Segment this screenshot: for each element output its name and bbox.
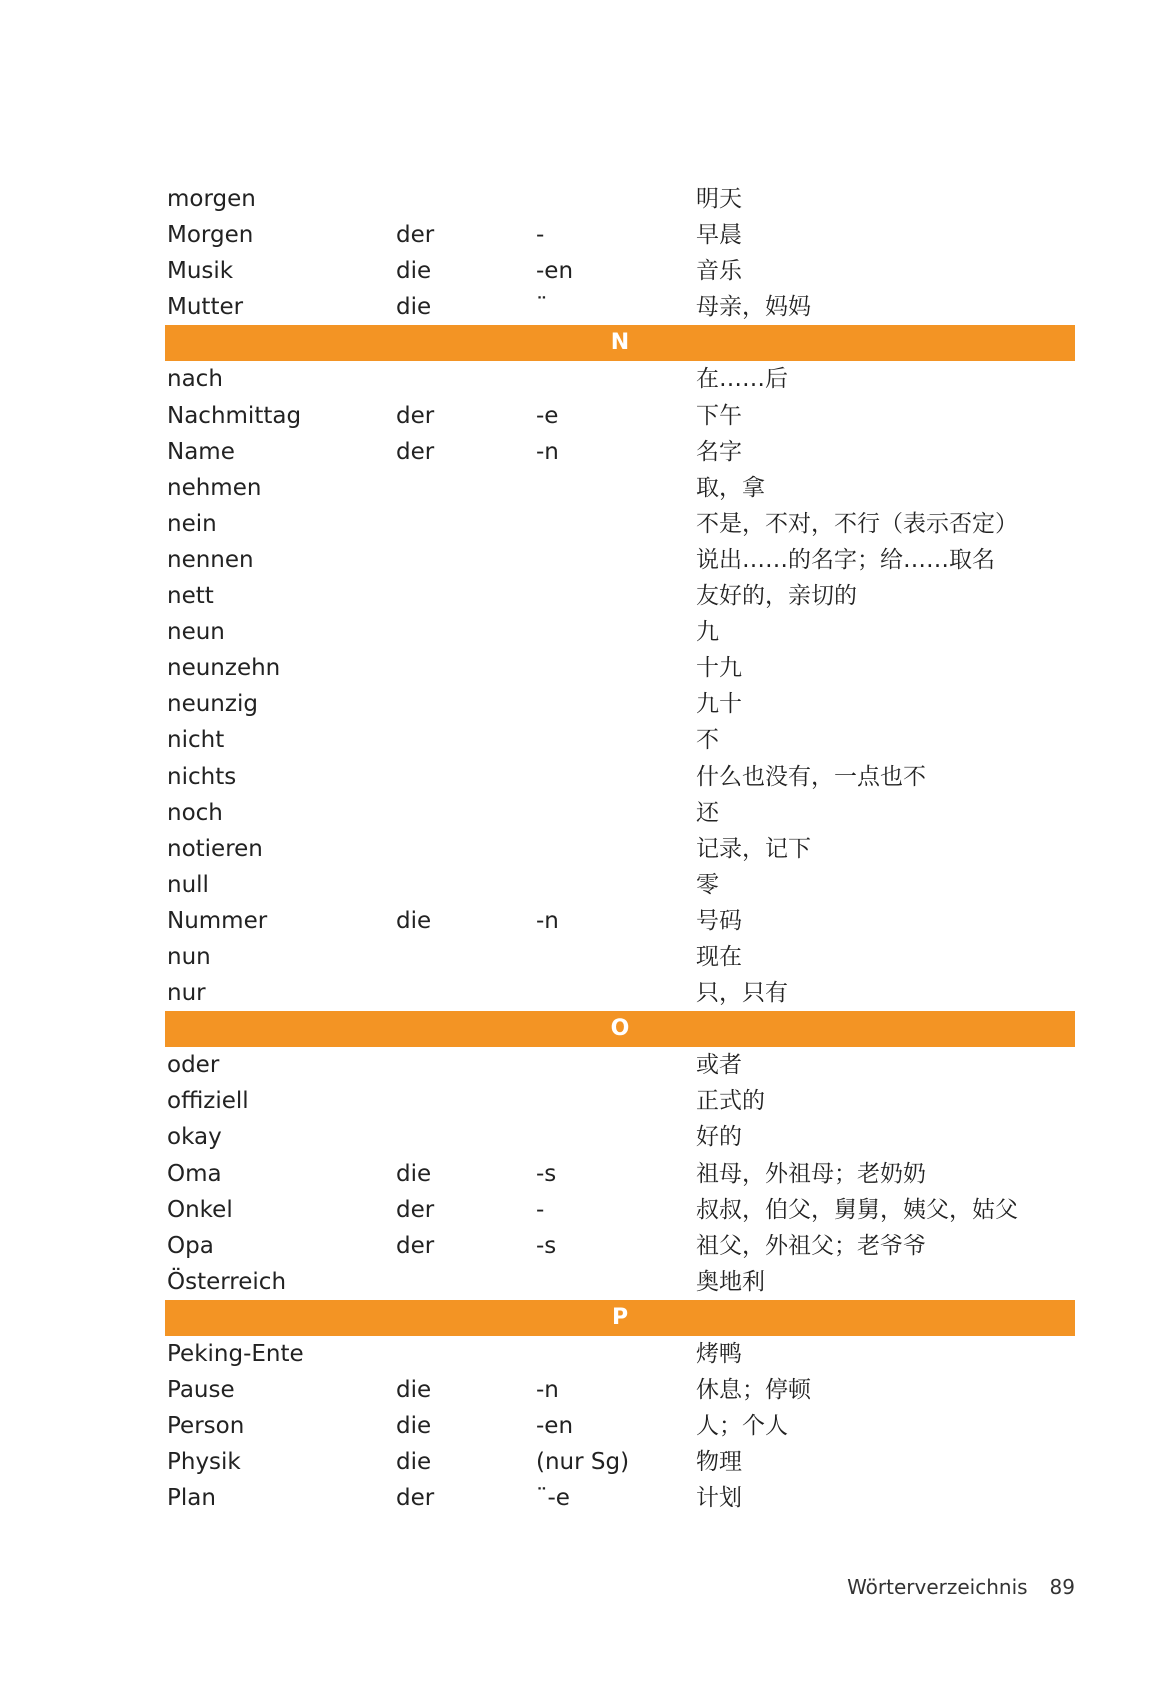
entry-translation: 什么也没有，一点也不: [696, 763, 926, 790]
glossary-row: [165, 614, 1075, 650]
entry-word: Peking-Ente: [167, 1341, 304, 1367]
entry-plural: -n: [536, 1377, 559, 1404]
entry-word: Nachmittag: [167, 402, 302, 429]
glossary-row: [165, 975, 1075, 1011]
entry-word: null: [167, 871, 209, 898]
glossary-row: [165, 434, 1075, 470]
entry-translation: 休息；停顿: [696, 1377, 811, 1404]
entry-plural: ¨: [536, 294, 548, 321]
entry-translation: 祖父，外祖父；老爷爷: [696, 1232, 926, 1259]
entry-translation: 物理: [696, 1449, 742, 1476]
entry-translation: 十九: [696, 655, 742, 682]
entry-translation: 友好的，亲切的: [696, 583, 857, 610]
entry-plural: -s: [536, 1160, 557, 1187]
section-header-n: N: [165, 325, 1075, 361]
entry-word: Name: [167, 438, 235, 465]
glossary-row: [165, 181, 1075, 217]
entry-plural: -: [536, 1196, 545, 1223]
entry-translation: 零: [696, 871, 719, 898]
section-header-o: O: [165, 1011, 1075, 1047]
glossary-row: [165, 542, 1075, 578]
entry-plural: -n: [536, 907, 559, 934]
entry-plural: -en: [536, 258, 574, 285]
entry-translation: 叔叔，伯父，舅舅，姨父，姑父: [696, 1196, 1018, 1223]
entry-article: die: [396, 294, 432, 321]
entry-word: nett: [167, 583, 214, 610]
entry-word: nicht: [167, 727, 225, 754]
footer-title: Wörterverzeichnis: [847, 1575, 1028, 1599]
glossary-row: [165, 867, 1075, 903]
entry-word: Plan: [167, 1485, 216, 1512]
glossary-row: [165, 253, 1075, 289]
glossary-row: [165, 506, 1075, 542]
entry-plural: (nur Sg): [536, 1449, 630, 1476]
entry-word: nichts: [167, 763, 237, 790]
entry-translation: 说出……的名字；给……取名: [696, 546, 995, 573]
entry-translation: 现在: [696, 943, 742, 970]
entry-word: noch: [167, 799, 223, 826]
entry-translation: 明天: [696, 186, 742, 212]
glossary-row: [165, 1336, 1075, 1372]
entry-translation: 好的: [696, 1124, 742, 1151]
entry-word: Morgen: [167, 222, 254, 249]
entry-article: der: [396, 222, 435, 249]
glossary-row: [165, 759, 1075, 795]
glossary-row: [165, 578, 1075, 614]
entry-word: Pause: [167, 1377, 235, 1404]
glossary-row: [165, 1408, 1075, 1444]
glossary-row: [165, 722, 1075, 758]
entry-translation: 母亲，妈妈: [696, 294, 811, 321]
glossary-row: [165, 1083, 1075, 1119]
entry-article: die: [396, 1377, 432, 1404]
entry-word: Opa: [167, 1232, 214, 1259]
glossary-row: [165, 398, 1075, 434]
glossary-row: [165, 217, 1075, 253]
entry-article: die: [396, 907, 432, 934]
entry-word: Person: [167, 1413, 245, 1440]
entry-article: die: [396, 258, 432, 285]
entry-translation: 在……后: [696, 366, 788, 393]
glossary-row: [165, 650, 1075, 686]
entry-translation: 奥地利: [696, 1268, 765, 1295]
glossary-row: [165, 939, 1075, 975]
entry-word: nun: [167, 943, 211, 970]
entry-word: nennen: [167, 546, 254, 573]
entry-word: oder: [167, 1052, 220, 1079]
entry-translation: 祖母，外祖母；老奶奶: [696, 1160, 926, 1187]
entry-translation: 计划: [696, 1485, 742, 1512]
entry-article: die: [396, 1413, 432, 1440]
glossary-row: [165, 903, 1075, 939]
entry-plural: -en: [536, 1413, 574, 1440]
entry-translation: 不: [696, 727, 719, 754]
glossary-row: [165, 361, 1075, 397]
glossary-row: [165, 831, 1075, 867]
entry-article: die: [396, 1160, 432, 1187]
entry-word: Österreich: [167, 1268, 287, 1295]
entry-article: die: [396, 1449, 432, 1476]
entry-word: nehmen: [167, 474, 262, 501]
entry-article: der: [396, 1485, 435, 1512]
page-number: 89: [1049, 1575, 1075, 1599]
entry-word: Nummer: [167, 907, 268, 934]
entry-word: Onkel: [167, 1196, 233, 1223]
entry-word: Mutter: [167, 294, 244, 321]
entry-plural: -n: [536, 438, 559, 465]
entry-translation: 九十: [696, 691, 742, 718]
glossary-list: [165, 181, 1075, 1516]
glossary-row: [165, 1228, 1075, 1264]
entry-translation: 早晨: [696, 222, 742, 249]
entry-word: offiziell: [167, 1088, 249, 1115]
entry-translation: 号码: [696, 907, 742, 934]
section-header-p: P: [165, 1300, 1075, 1336]
entry-translation: 只，只有: [696, 980, 788, 1007]
entry-word: Oma: [167, 1160, 222, 1187]
glossary-row: [165, 795, 1075, 831]
entry-translation: 下午: [696, 402, 742, 429]
entry-plural: -e: [536, 402, 559, 429]
entry-plural: -s: [536, 1232, 557, 1259]
entry-translation: 不是，不对，不行（表示否定）: [696, 510, 1018, 537]
entry-translation: 或者: [696, 1052, 742, 1079]
glossary-row: [165, 470, 1075, 506]
entry-translation: 名字: [696, 438, 742, 465]
page-footer: [0, 1575, 1075, 1599]
entry-article: der: [396, 1232, 435, 1259]
entry-plural: ¨-e: [536, 1485, 570, 1512]
entry-word: morgen: [167, 186, 256, 212]
entry-plural: -: [536, 222, 545, 249]
entry-word: neun: [167, 619, 225, 646]
glossary-row: [165, 1264, 1075, 1300]
entry-article: der: [396, 1196, 435, 1223]
entry-word: okay: [167, 1124, 222, 1151]
glossary-row: [165, 1156, 1075, 1192]
glossary-row: [165, 686, 1075, 722]
glossary-row: [165, 289, 1075, 325]
entry-word: Musik: [167, 258, 234, 285]
entry-word: neunzehn: [167, 655, 281, 682]
entry-word: nein: [167, 510, 217, 537]
glossary-row: [165, 1047, 1075, 1083]
glossary-row: [165, 1372, 1075, 1408]
entry-translation: 人；个人: [696, 1413, 788, 1440]
entry-word: nur: [167, 980, 206, 1007]
entry-word: Physik: [167, 1449, 241, 1476]
entry-translation: 取，拿: [696, 474, 765, 501]
entry-translation: 烤鸭: [696, 1341, 742, 1367]
entry-translation: 还: [696, 799, 719, 826]
entry-article: der: [396, 402, 435, 429]
glossary-row: [165, 1119, 1075, 1155]
entry-translation: 正式的: [696, 1088, 765, 1115]
entry-word: neunzig: [167, 691, 258, 718]
entry-translation: 九: [696, 619, 719, 646]
entry-article: der: [396, 438, 435, 465]
glossary-row: [165, 1192, 1075, 1228]
entry-word: nach: [167, 366, 223, 393]
entry-translation: 记录，记下: [696, 835, 811, 862]
entry-translation: 音乐: [696, 258, 742, 285]
glossary-row: [165, 1480, 1075, 1516]
entry-word: notieren: [167, 835, 263, 862]
glossary-row: [165, 1444, 1075, 1480]
